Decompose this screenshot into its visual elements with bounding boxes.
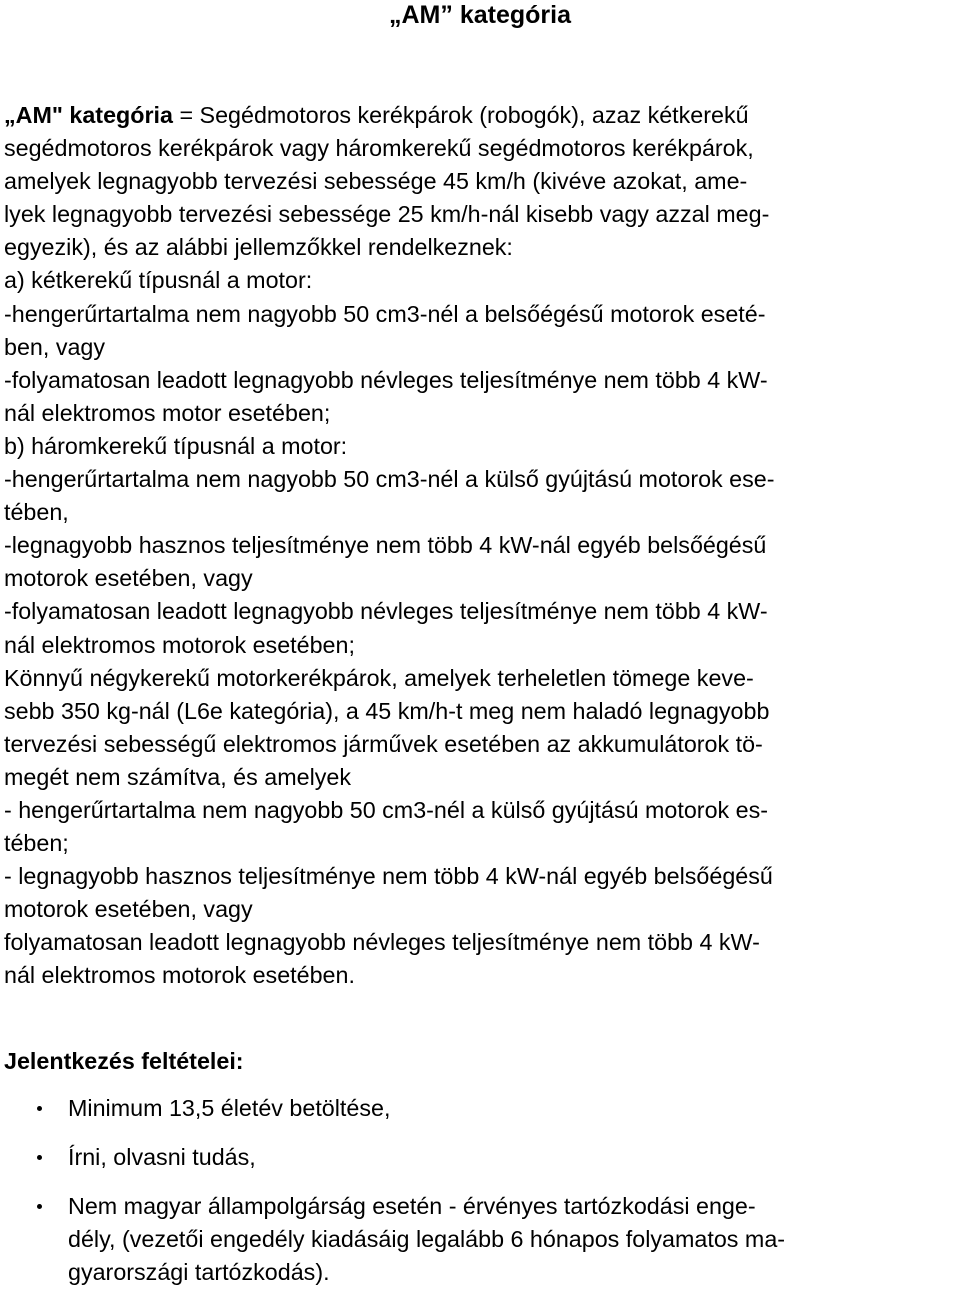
- description-line: nál elektromos motor esetében;: [4, 399, 331, 426]
- list-item-text: Írni, olvasni tudás,: [68, 1144, 256, 1170]
- requirements-heading: Jelentkezés feltételei:: [4, 1048, 244, 1074]
- description-line: lyek legnagyobb tervezési sebessége 25 km/h-nál kisebb vagy azzal meg-: [4, 201, 770, 228]
- category-name: „AM" kategória: [4, 102, 173, 128]
- description-line: -legnagyobb hasznos teljesítménye nem több 4 kW-nál egyéb belsőégésű: [4, 532, 767, 559]
- description-line: motorok esetében, vagy: [4, 896, 253, 923]
- description-line: tében;: [4, 830, 69, 857]
- description-line: b) háromkerekű típusnál a motor:: [4, 432, 348, 459]
- description-line: -hengerűrtartalma nem nagyobb 50 cm3-nél a belsőégésű motorok eseté-: [4, 300, 766, 327]
- list-item-text: gyarországi tartózkodás).: [68, 1259, 330, 1285]
- description-line: segédmotoros kerékpárok vagy háromkerekű segédmotoros kerékpárok,: [4, 135, 754, 162]
- description-line: nál elektromos motorok esetében;: [4, 631, 355, 658]
- description-line: - legnagyobb hasznos teljesítménye nem több 4 kW-nál egyéb belsőégésű: [4, 863, 773, 890]
- list-item: [0, 1092, 960, 1125]
- bullet-icon: [37, 1204, 42, 1209]
- description-line: tervezési sebességű elektromos járművek esetében az akkumulátorok tö-: [4, 730, 763, 757]
- list-item-text: Minimum 13,5 életév betöltése,: [68, 1095, 391, 1121]
- list-item-text: Nem magyar állampolgárság esetén - érvényes tartózkodási enge-: [68, 1193, 756, 1219]
- description-line: [4, 99, 954, 132]
- description-line: tében,: [4, 499, 69, 526]
- description-line: megét nem számítva, és amelyek: [4, 763, 351, 790]
- requirements-list: [0, 1092, 960, 1289]
- list-item-text: dély, (vezetői engedély kiadásáig legalább 6 hónapos folyamatos ma-: [68, 1226, 786, 1252]
- description-line: nál elektromos motorok esetében.: [4, 962, 355, 989]
- description-line: Könnyű négykerekű motorkerékpárok, amelyek terheletlen tömege keve-: [4, 664, 754, 691]
- description-line: folyamatosan leadott legnagyobb névleges teljesítménye nem több 4 kW-: [4, 929, 760, 956]
- description-line: -folyamatosan leadott legnagyobb névleges teljesítménye nem több 4 kW-: [4, 598, 768, 625]
- description-line: ben, vagy: [4, 333, 106, 360]
- description-line: sebb 350 kg-nál (L6e kategória), a 45 km/h-t meg nem haladó legnagyobb: [4, 697, 770, 724]
- description-line: amelyek legnagyobb tervezési sebessége 45 km/h (kivéve azokat, ame-: [4, 168, 748, 195]
- description-line: -hengerűrtartalma nem nagyobb 50 cm3-nél a külső gyújtású motorok ese-: [4, 466, 775, 493]
- description-line: motorok esetében, vagy: [4, 565, 253, 592]
- description-line: -folyamatosan leadott legnagyobb névleges teljesítménye nem több 4 kW-: [4, 366, 768, 393]
- list-item: [0, 1190, 960, 1289]
- description-line: egyezik), és az alábbi jellemzőkkel rendelkeznek:: [4, 234, 513, 261]
- category-description: [4, 99, 954, 993]
- list-item: [0, 1141, 960, 1174]
- bullet-icon: [37, 1106, 42, 1111]
- description-line: a) kétkerekű típusnál a motor:: [4, 267, 313, 294]
- category-definition: = Segédmotoros kerékpárok (robogók), azaz kétkerekű: [172, 102, 749, 128]
- bullet-icon: [37, 1155, 42, 1160]
- document-title: „AM” kategória: [389, 1, 571, 29]
- description-line: - hengerűrtartalma nem nagyobb 50 cm3-nél a külső gyújtású motorok es-: [4, 796, 769, 823]
